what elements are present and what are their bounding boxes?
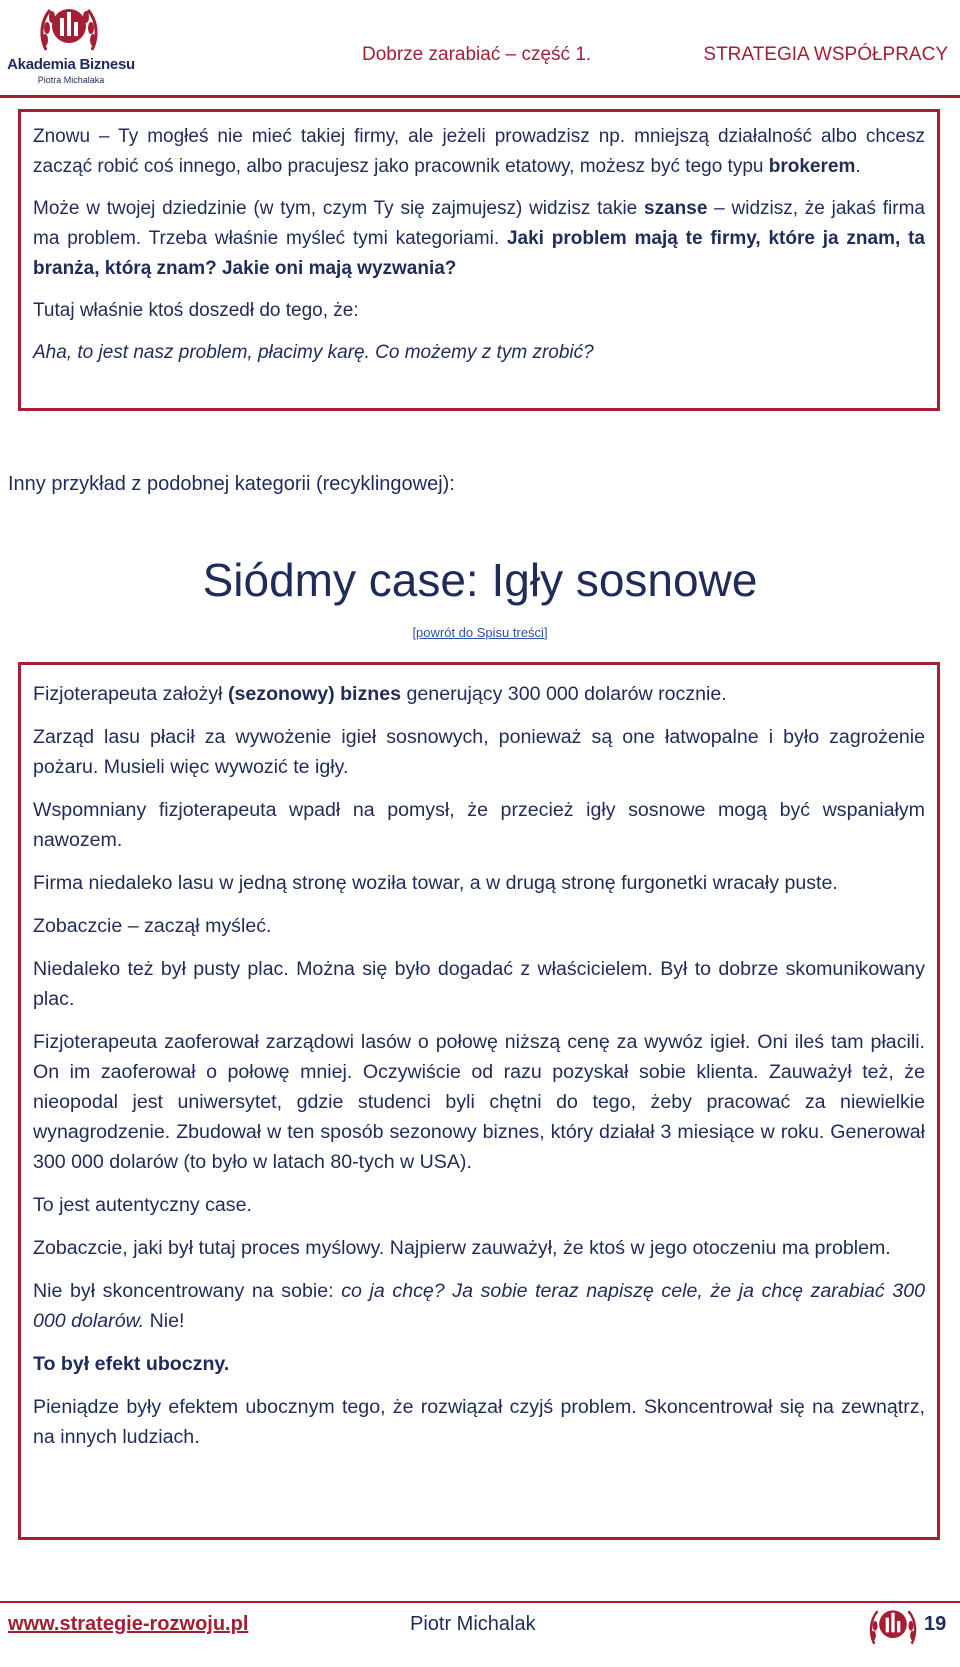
paragraph	[33, 194, 925, 284]
paragraph: To jest autentyczny case.	[33, 1194, 252, 1216]
case-box-pine-needles	[18, 662, 940, 1540]
paragraph: Pieniądze były efektem ubocznym tego, że rozwiązał czyjś problem. Skoncentrował się na zewnątrz, na innych ludziach.	[33, 1396, 925, 1448]
italic-text: co ja chcę? Ja sobie teraz napiszę cele, że ja chcę zarabiać 300 000 dolarów.	[33, 1280, 925, 1332]
paragraph: Fizjoterapeuta zaoferował zarządowi lasów o połowę niższą cenę za wywóz igieł. Oni ileś tam płacili. On im zaoferował o połowę mniej. Oczywiście od razu pozyskał sobie klienta. Zauważył też, że nieopodal jest uniwersytet, gdzie studenci byli chętni do tego, żeby pracować za niewielkie wynagrodzenie. Zbudował w ten sposób sezonowy biznes, który działał 3 miesiące w roku. Generował 300 000 dolarów (to było w latach 80-tych w USA).	[33, 1031, 925, 1173]
bold-text: (sezonowy) biznes	[227, 683, 402, 705]
logo-subtitle: Piotra Michalaka	[37, 75, 105, 85]
paragraph: Zarząd lasu płacił za wywożenie igieł sosnowych, ponieważ są one łatwopalne i było zagrożenie pożaru. Musieli więc wywozić te igły.	[33, 726, 925, 778]
text-span: generujący 300 000 dolarów rocznie.	[401, 683, 727, 705]
akademia-biznesu-logo	[4, 0, 138, 90]
section-title: STRATEGIA WSPÓŁPRACY	[703, 44, 948, 65]
paragraph: Niedaleko też był pusty plac. Można się było dogadać z właścicielem. Był to dobrze skomunikowany plac.	[33, 958, 925, 1010]
intro-line: Inny przykład z podobnej kategorii (recyklingowej):	[8, 473, 455, 495]
page-header	[0, 0, 960, 98]
paragraph	[33, 338, 925, 368]
text-span: Znowu – Ty mogłeś nie mieć takiej firmy, ale jeżeli prowadzisz np. mniejszą działalność albo chcesz zacząć robić coś innego, albo pracujesz jako pracownik etatowy, możesz być tego typu	[33, 126, 925, 177]
back-to-toc-link[interactable]: [powrót do Spisu treści]	[412, 625, 548, 640]
document-title: Dobrze zarabiać – część 1.	[362, 44, 592, 65]
paragraph	[33, 122, 925, 182]
paragraph: Tutaj właśnie ktoś doszedł do tego, że:	[33, 300, 359, 321]
paragraph: Firma niedaleko lasu w jedną stronę woziła towar, a w drugą stronę furgonetki wracały puste.	[33, 872, 838, 894]
case-heading: Siódmy case: Igły sosnowe	[202, 554, 758, 606]
paragraph	[33, 679, 925, 709]
laurel-logo-icon	[38, 0, 100, 54]
text-span: Nie był skoncentrowany na sobie:	[33, 1280, 342, 1302]
text-span: – widzisz, że jakaś firma ma problem. Trzeba właśnie myśleć tymi kategoriami.	[33, 198, 925, 249]
bold-text: To był efekt uboczny.	[33, 1353, 230, 1375]
text-span: Może w twojej dziedzinie (w tym, czym Ty się zajmujesz) widzisz takie	[33, 198, 645, 219]
italic-text: Aha, to jest nasz problem, płacimy karę. Co możemy z tym zrobić?	[33, 342, 594, 363]
text-span: .	[855, 156, 861, 177]
paragraph: Zobaczcie – zaczął myśleć.	[33, 915, 272, 937]
header-divider	[0, 95, 960, 98]
paragraph	[33, 1349, 925, 1379]
paragraph	[33, 1276, 925, 1336]
text-span: Fizjoterapeuta założył	[33, 683, 228, 705]
bold-text: szanse	[644, 198, 708, 219]
logo-name: Akademia Biznesu	[7, 56, 135, 73]
bold-text: brokerem	[768, 156, 856, 177]
paragraph: Wspomniany fizjoterapeuta wpadł na pomysł, że przecież igły sosnowe mogą być wspaniałym nawozem.	[33, 799, 925, 851]
quote-box-broker	[18, 109, 940, 411]
website-link[interactable]: www.strategie-rozwoju.pl	[8, 1613, 249, 1635]
page-number: 19	[924, 1613, 947, 1635]
paragraph: Zobaczcie, jaki był tutaj proces myślowy. Najpierw zauważył, że ktoś w jego otoczeniu ma problem.	[33, 1237, 891, 1259]
text-span: Nie!	[144, 1310, 185, 1332]
bold-text: Jaki problem mają te firmy, które ja znam, ta branża, którą znam? Jakie oni mają wyzwania?	[33, 228, 925, 279]
footer-logo-icon	[866, 1603, 920, 1652]
author-name: Piotr Michalak	[410, 1613, 536, 1635]
footer-divider	[0, 1601, 960, 1603]
